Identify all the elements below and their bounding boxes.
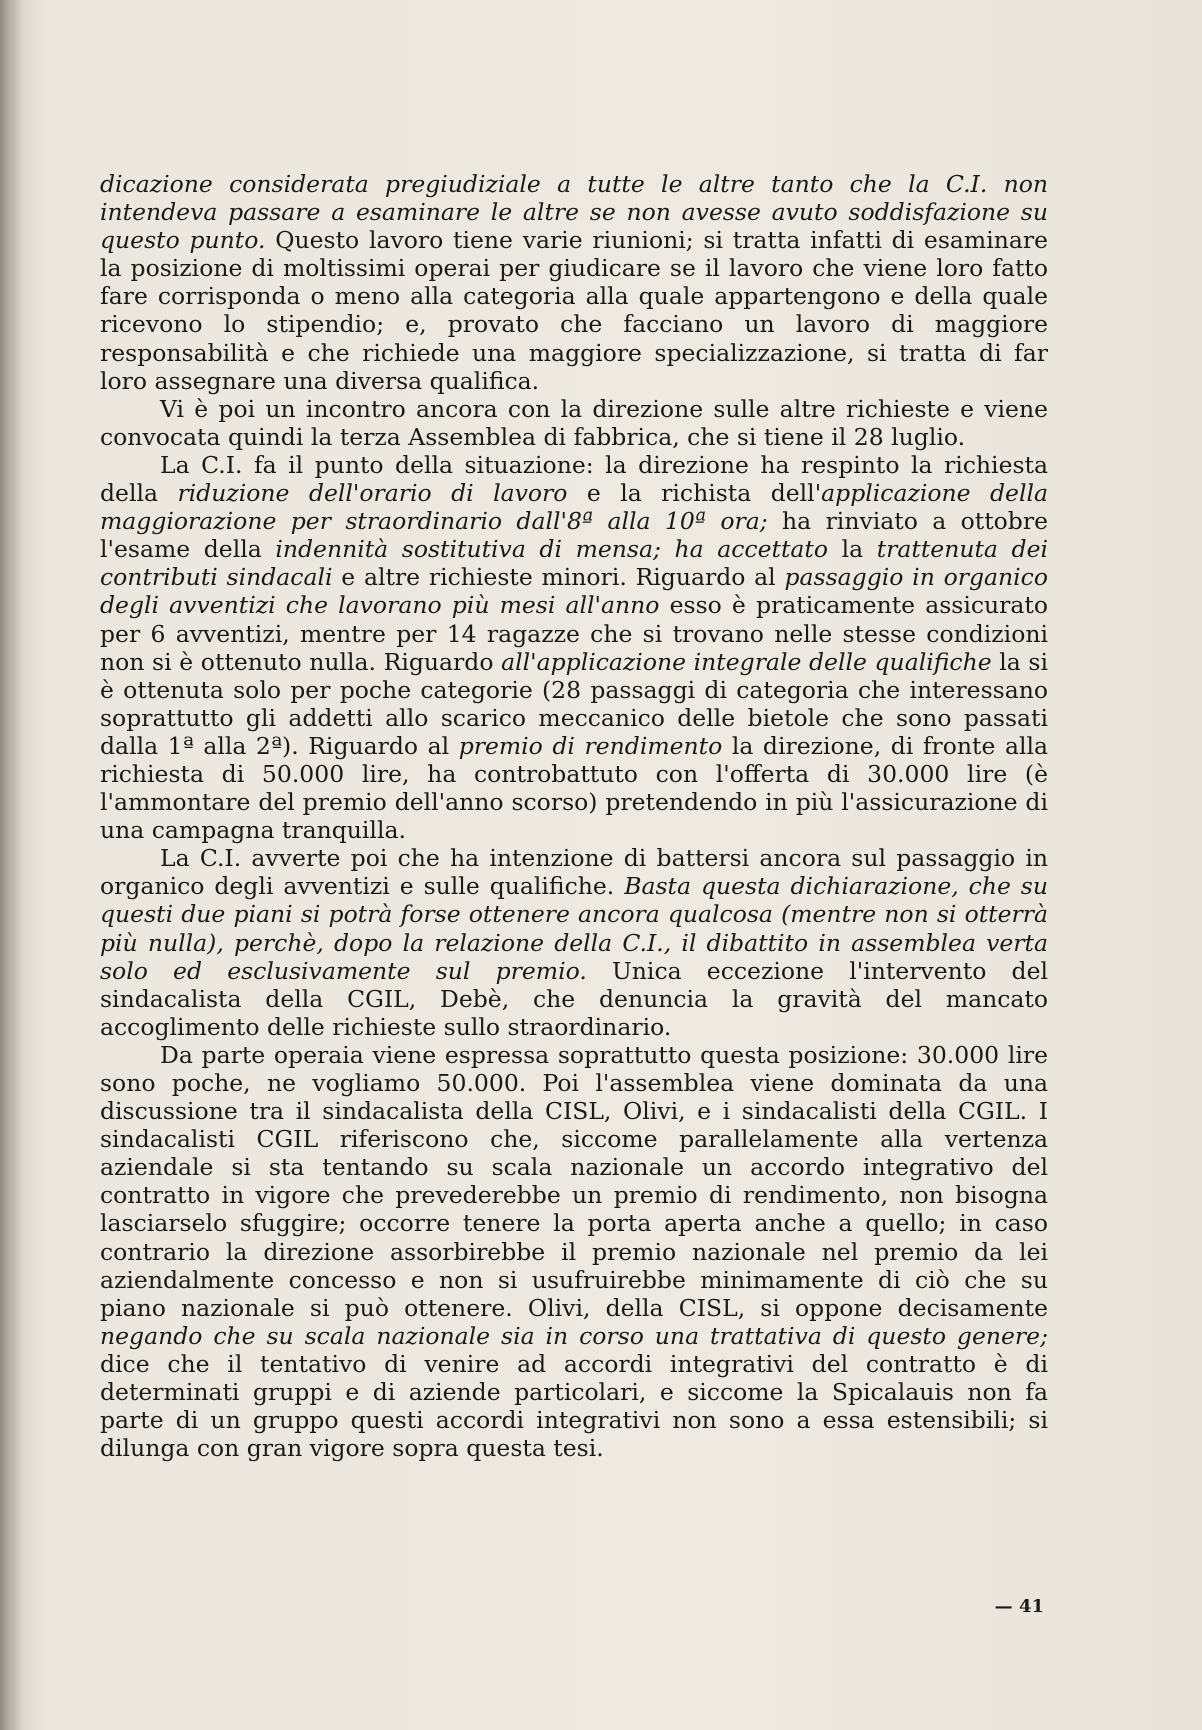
text-segment: esso è praticamente assicurato per 6 avventizi, mentre per 14 ragazze che si trovano nelle stesse condizioni non si è ottenuto nulla. Riguardo (100, 591, 1048, 676)
text-segment: negando che su scala nazionale sia in corso una trattativa di questo genere; (100, 1321, 1048, 1350)
text-segment: la (827, 535, 877, 564)
text-segment: la direzione, di fronte alla richiesta di 50.000 lire, ha controbattuto con l'offerta di 30.000 lire (è l'ammontare del premio dell'anno scorso) pretendendo in più l'assicurazione di una campagna tranquilla. (100, 731, 1048, 845)
text-segment: all'applicazione integrale delle qualifiche (501, 647, 992, 676)
text-segment: Questo lavoro tiene varie riunioni; si tratta infatti di esaminare la posizione di moltissimi operai per giudicare se il lavoro che viene loro fatto fare corrisponda o meno alla categoria alla quale appartengono e della quale ricevono lo stipendio; e, provato che facciano un lavoro di maggiore responsabilità e che richiede una maggiore specializzazione, si tratta di far loro assegnare una diversa qualifica. (100, 226, 1048, 395)
paragraph-4 (100, 844, 1048, 1041)
text-segment: e la richista dell' (567, 479, 822, 508)
text-segment: riduzione dell'orario di lavoro (177, 479, 568, 508)
text-segment: premio di rendimento (458, 731, 723, 760)
text-segment: trattenuta dei contributi sindacali (100, 535, 1048, 592)
text-segment: Basta questa dichiarazione, che su questi due piani si potrà forse ottenere ancora qualcosa (mentre non si otterrà più nulla), perchè, dopo la relazione della C.I., il dibattito in assemblea verta solo ed esclusivamente sul premio. (100, 872, 1049, 985)
body-text (100, 170, 1048, 1462)
paragraph-1 (100, 170, 1048, 395)
text-segment: indennità sostitutiva di mensa; ha accettato (275, 535, 828, 564)
paragraph-2 (100, 395, 1048, 451)
text-segment: Da parte operaia viene espressa soprattutto questa posizione: 30.000 lire sono poche, ne vogliamo 50.000. Poi l'assemblea viene dominata da una discussione tra il sindacalista della CISL, Olivi, e i sindacalisti della CGIL. I sindacalisti CGIL riferiscono che, siccome parallelamente alla vertenza aziendale si sta tentando su scala nazionale un accordo integrativo del contratto in vigore che prevederebbe un premio di rendimento, non bisogna lasciarselo sfuggire; occorre tenere la porta aperta anche a quello; in caso contrario la direzione assorbirebbe il premio nazionale nel premio da lei aziendalmente concesso e non si usufruirebbe minimamente di ciò che su piano nazionale si può ottenere. Olivi, della CISL, si oppone decisamente (100, 1040, 1048, 1322)
text-segment: dicazione considerata pregiudiziale a tutte le altre tanto che la C.I. non intendeva passare a esaminare le altre se non avesse avuto soddisfazione su questo punto. (100, 170, 1048, 255)
paragraph-3 (100, 451, 1048, 844)
text-segment: La C.I. fa il punto della situazione: la direzione ha respinto la richiesta della (100, 450, 1048, 508)
page-binding-shadow (0, 0, 22, 1730)
text-segment: La C.I. avverte poi che ha intenzione di battersi ancora sul passaggio in organico degli avventizi e sulle qualifiche. (100, 844, 1048, 901)
text-segment: dice che il tentativo di venire ad accordi integrativi del contratto è di determinati gruppi e di aziende particolari, e siccome la Spicalauis non fa parte di un gruppo questi accordi integrativi non sono a essa estensibili; si dilunga con gran vigore sopra questa tesi. (100, 1349, 1048, 1463)
text-segment: applicazione della maggiorazione per straordinario dall'8ª alla 10ª ora; (100, 479, 1048, 536)
paragraph-5 (100, 1041, 1048, 1462)
text-segment: ha rinviato a ottobre l'esame della (100, 507, 1048, 564)
text-segment: Vi è poi un incontro ancora con la direzione sulle altre richieste e viene convocata quindi la terza Assemblea di fabbrica, che si tiene il 28 luglio. (100, 394, 1048, 451)
text-segment: passaggio in organico degli avventizi che lavorano più mesi all'anno (100, 563, 1048, 620)
text-segment: Unica eccezione l'intervento del sindacalista della CGIL, Debè, che denuncia la gravità del mancato accoglimento delle richieste sullo straordinario. (100, 956, 1048, 1041)
text-segment: la si è ottenuta solo per poche categorie (28 passaggi di categoria che interessano soprattutto gli addetti allo scarico meccanico delle bietole che sono passati dalla 1ª alla 2ª). Riguardo al (100, 647, 1048, 760)
text-segment: e altre richieste minori. Riguardo al (332, 563, 785, 592)
page-number: — 41 (994, 1596, 1044, 1617)
